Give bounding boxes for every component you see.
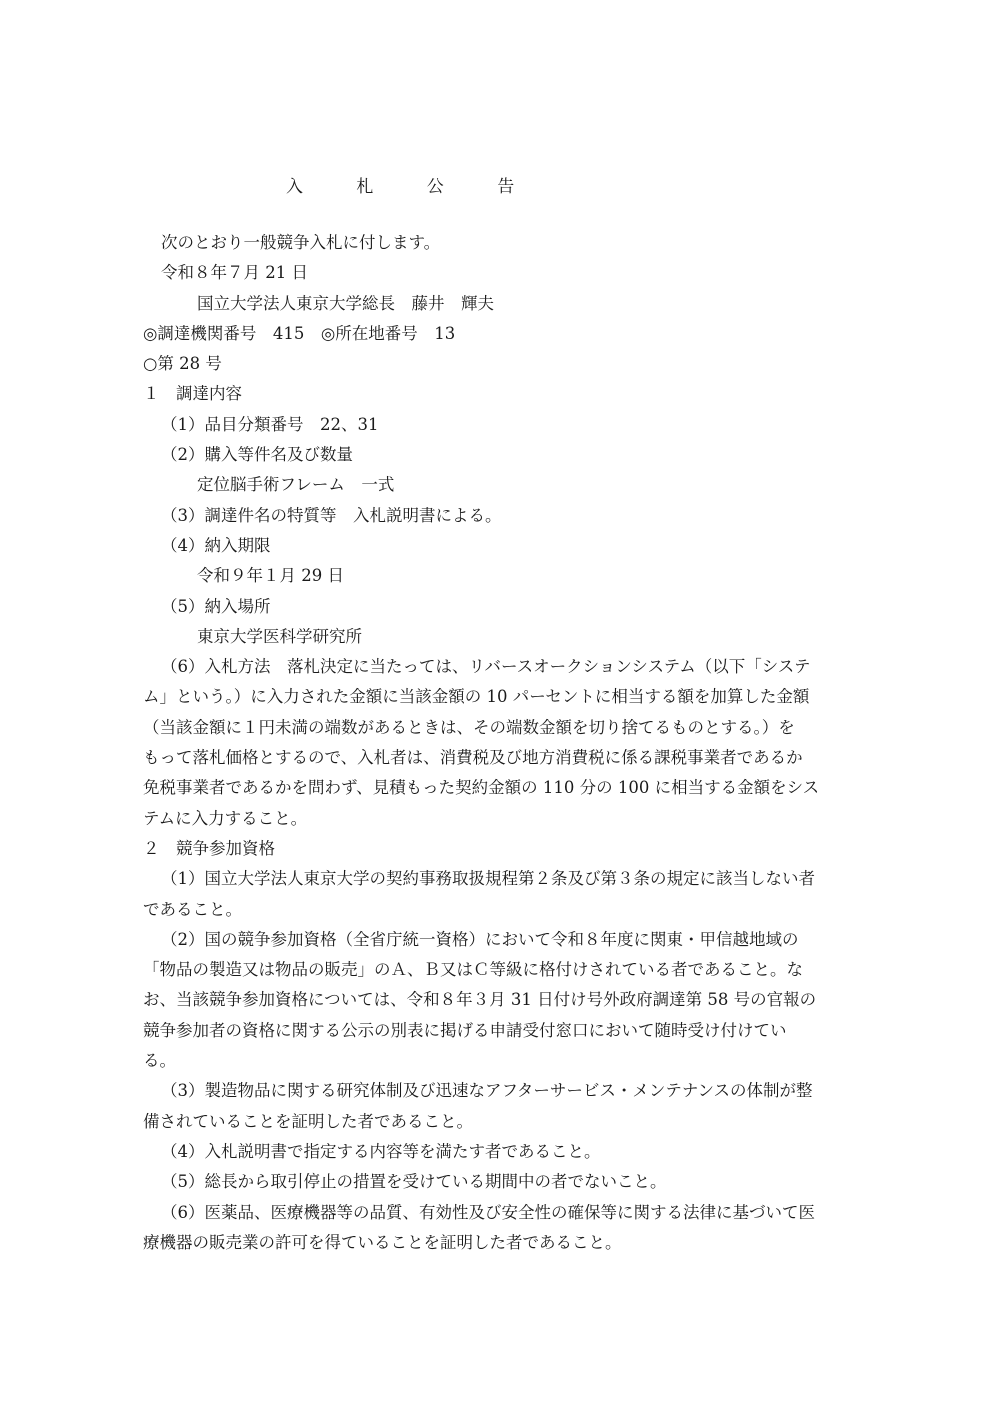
s2-item-6-line-2: 療機器の販売業の許可を得ていることを証明した者であること。 xyxy=(143,1232,622,1252)
notice-title: 入 札 公 告 xyxy=(286,177,539,197)
s1-item-6-line-3: （当該金額に１円未満の端数があるときは、その端数金額を切り捨てるものとする。）を xyxy=(143,717,795,737)
s1-item-5: （5）納入場所 xyxy=(161,596,271,616)
intro-text: 次のとおり一般競争入札に付します。 xyxy=(161,233,441,252)
s2-item-4: （4）入札説明書で指定する内容等を満たす者であること。 xyxy=(161,1141,601,1161)
notice-date: 令和８年７月 21 日 xyxy=(161,263,308,283)
s2-item-3-line-2: 備されていることを証明した者であること。 xyxy=(143,1111,473,1131)
s1-item-4: （4）納入期限 xyxy=(161,535,271,555)
section2-heading: ２ 競争参加資格 xyxy=(143,838,275,858)
procurement-codes: ◎調達機関番号 415 ◎所在地番号 13 xyxy=(143,323,456,343)
s1-item-6-line-5: 免税事業者であるかを問わず、見積もった契約金額の 110 分の 100 に相当する金額をシス xyxy=(143,778,820,798)
s1-item-3: （3）調達件名の特質等 入札説明書による。 xyxy=(161,505,502,525)
s2-item-1-line-1: （1）国立大学法人東京大学の契約事務取扱規程第２条及び第３条の規定に該当しない者 xyxy=(161,869,815,889)
s1-item-6-line-1: （6）入札方法 落札決定に当たっては、リバースオークションシステム（以下「システ xyxy=(161,657,811,677)
section1-heading: １ 調達内容 xyxy=(143,384,242,404)
s2-item-2-line-1: （2）国の競争参加資格（全省庁統一資格）において令和８年度に関東・甲信越地域の xyxy=(161,929,799,949)
s1-item-2: （2）購入等件名及び数量 xyxy=(161,445,353,465)
s1-item-4-detail: 令和９年１月 29 日 xyxy=(197,566,344,586)
s1-item-6-line-6: テムに入力すること。 xyxy=(143,808,308,828)
s2-item-3-line-1: （3）製造物品に関する研究体制及び迅速なアフターサービス・メンテナンスの体制が整 xyxy=(161,1081,813,1101)
s1-item-5-detail: 東京大学医科学研究所 xyxy=(197,626,362,646)
s1-item-1: （1）品目分類番号 22、31 xyxy=(161,414,379,434)
s2-item-1-line-2: であること。 xyxy=(143,899,242,919)
s2-item-2-line-3: お、当該競争参加資格については、令和８年３月 31 日付け号外政府調達第 58 号の官報の xyxy=(143,990,817,1010)
issuer-name: 国立大学法人東京大学総長 藤井 輝夫 xyxy=(197,293,494,313)
s2-item-2-line-2: 「物品の製造又は物品の販売」のＡ、Ｂ又はＣ等級に格付けされている者であること。な xyxy=(143,960,803,980)
s1-item-6-line-4: もって落札価格とするので、入札者は、消費税及び地方消費税に係る課税事業者であるか xyxy=(143,748,803,768)
s2-item-2-line-5: る。 xyxy=(143,1051,176,1071)
s2-item-5: （5）総長から取引停止の措置を受けている期間中の者でないこと。 xyxy=(161,1172,667,1192)
notice-number: ○第 28 号 xyxy=(143,354,222,374)
s2-item-6-line-1: （6）医薬品、医療機器等の品質、有効性及び安全性の確保等に関する法律に基づいて医 xyxy=(161,1202,815,1222)
s1-item-2-detail: 定位脳手術フレーム 一式 xyxy=(197,475,395,495)
s1-item-6-line-2: ム」という。）に入力された金額に当該金額の 10 パーセントに相当する額を加算した金額 xyxy=(143,687,810,707)
notice-body xyxy=(143,228,859,1258)
s2-item-2-line-4: 競争参加者の資格に関する公示の別表に掲げる申請受付窓口において随時受け付けてい xyxy=(143,1020,787,1040)
